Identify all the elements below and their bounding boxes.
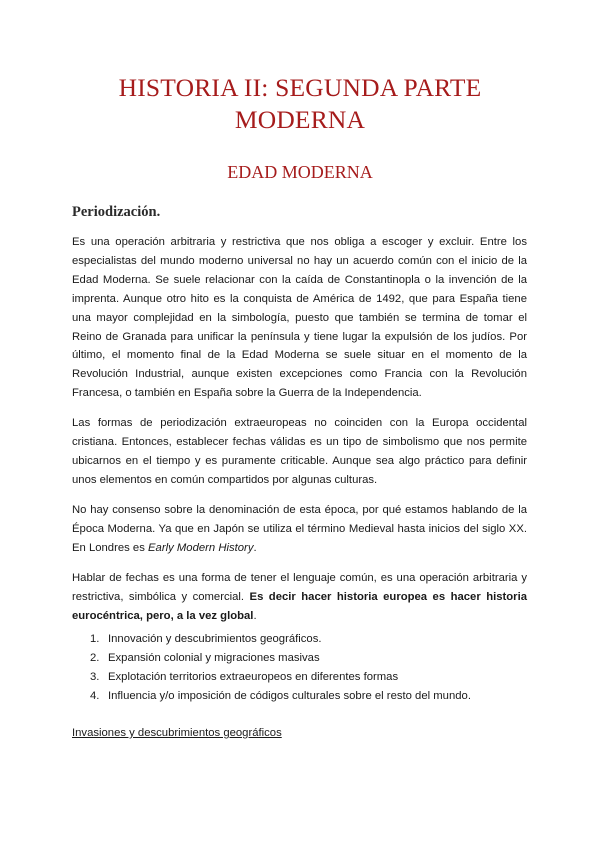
list-item-text: Expansión colonial y migraciones masivas	[108, 651, 320, 664]
list-item-number: 2.	[90, 651, 100, 664]
list-item-number: 3.	[90, 670, 100, 683]
paragraph-3-end: .	[253, 541, 257, 554]
list-item	[72, 649, 527, 668]
subheading-invasiones: Invasiones y descubrimientos geográficos	[72, 727, 282, 739]
title-line-2: MODERNA	[234, 105, 366, 134]
document-title	[60, 72, 540, 136]
paragraph-3-text: No hay consenso sobre la denominación de esta época, por qué estamos hablando de la Época Moderna. Ya que en Japón se utiliza el término Medieval hasta inicios del siglo XX. En Londres es	[72, 504, 527, 554]
paragraph-4	[72, 569, 527, 626]
paragraph-4-bold: Es decir hacer historia europea es hacer historia eurocéntrica, pero, a la vez global	[72, 590, 527, 622]
ordered-list	[72, 630, 527, 706]
document-subtitle: EDAD MODERNA	[227, 162, 373, 182]
list-item-number: 1.	[90, 633, 100, 645]
list-item-text: Innovación y descubrimientos geográficos.	[108, 633, 322, 645]
paragraph-4-end: .	[253, 609, 257, 622]
paragraph-1-text: Es una operación arbitraria y restrictiva que nos obliga a escoger y excluir. Entre los especialistas del mundo moderno universal no hay un acuerdo común con el inicio de la Edad Moderna. Se suele relacionar con la caída de Constantinopla o la invención de la imprenta. Aunque otro hito es la conquista de América de 1492, que para España tiene una mayor complejidad en la simbología, puesto que también se termina de tomar el Reino de Granada para unificar la península y tiene lugar la expulsión de los judíos. Por último, el momento final de la Edad Moderna se suele situar en el momento de la Revolución Industrial, aunque existen excepciones como Francia con la Revolución Francesa, o también en España sobre la Guerra de la Independencia.	[72, 236, 527, 400]
paragraph-3-body	[72, 501, 527, 558]
paragraph-1	[72, 233, 527, 403]
list-item	[72, 668, 527, 687]
paragraph-2	[72, 414, 527, 490]
paragraph-3	[72, 501, 527, 558]
title-line-1: HISTORIA II: SEGUNDA PARTE	[118, 73, 482, 102]
list-item-text: Influencia y/o imposición de códigos culturales sobre el resto del mundo.	[108, 689, 471, 702]
list-item	[72, 630, 527, 649]
list-item-text: Explotación territorios extraeuropeos en diferentes formas	[108, 670, 399, 683]
paragraph-4-body	[72, 569, 527, 626]
section-heading: Periodización.	[72, 204, 161, 220]
paragraph-4-text: Hablar de fechas es una forma de tener el lenguaje común, es una operación arbitraria y restrictiva, simbólica y comercial.	[72, 572, 527, 603]
paragraph-3-italic: Early Modern History	[148, 541, 254, 554]
list-item-number: 4.	[90, 689, 100, 702]
paragraph-2-text: Las formas de periodización extraeuropeas no coinciden con la Europa occidental cristiana. Entonces, establecer fechas válidas es un tipo de simbolismo que nos permite ubicarnos en el tiempo y es puramente criticable. Aunque sea algo práctico para definir unos elementos en común compartidos por algunas culturas.	[72, 417, 527, 486]
list-item	[72, 687, 527, 706]
